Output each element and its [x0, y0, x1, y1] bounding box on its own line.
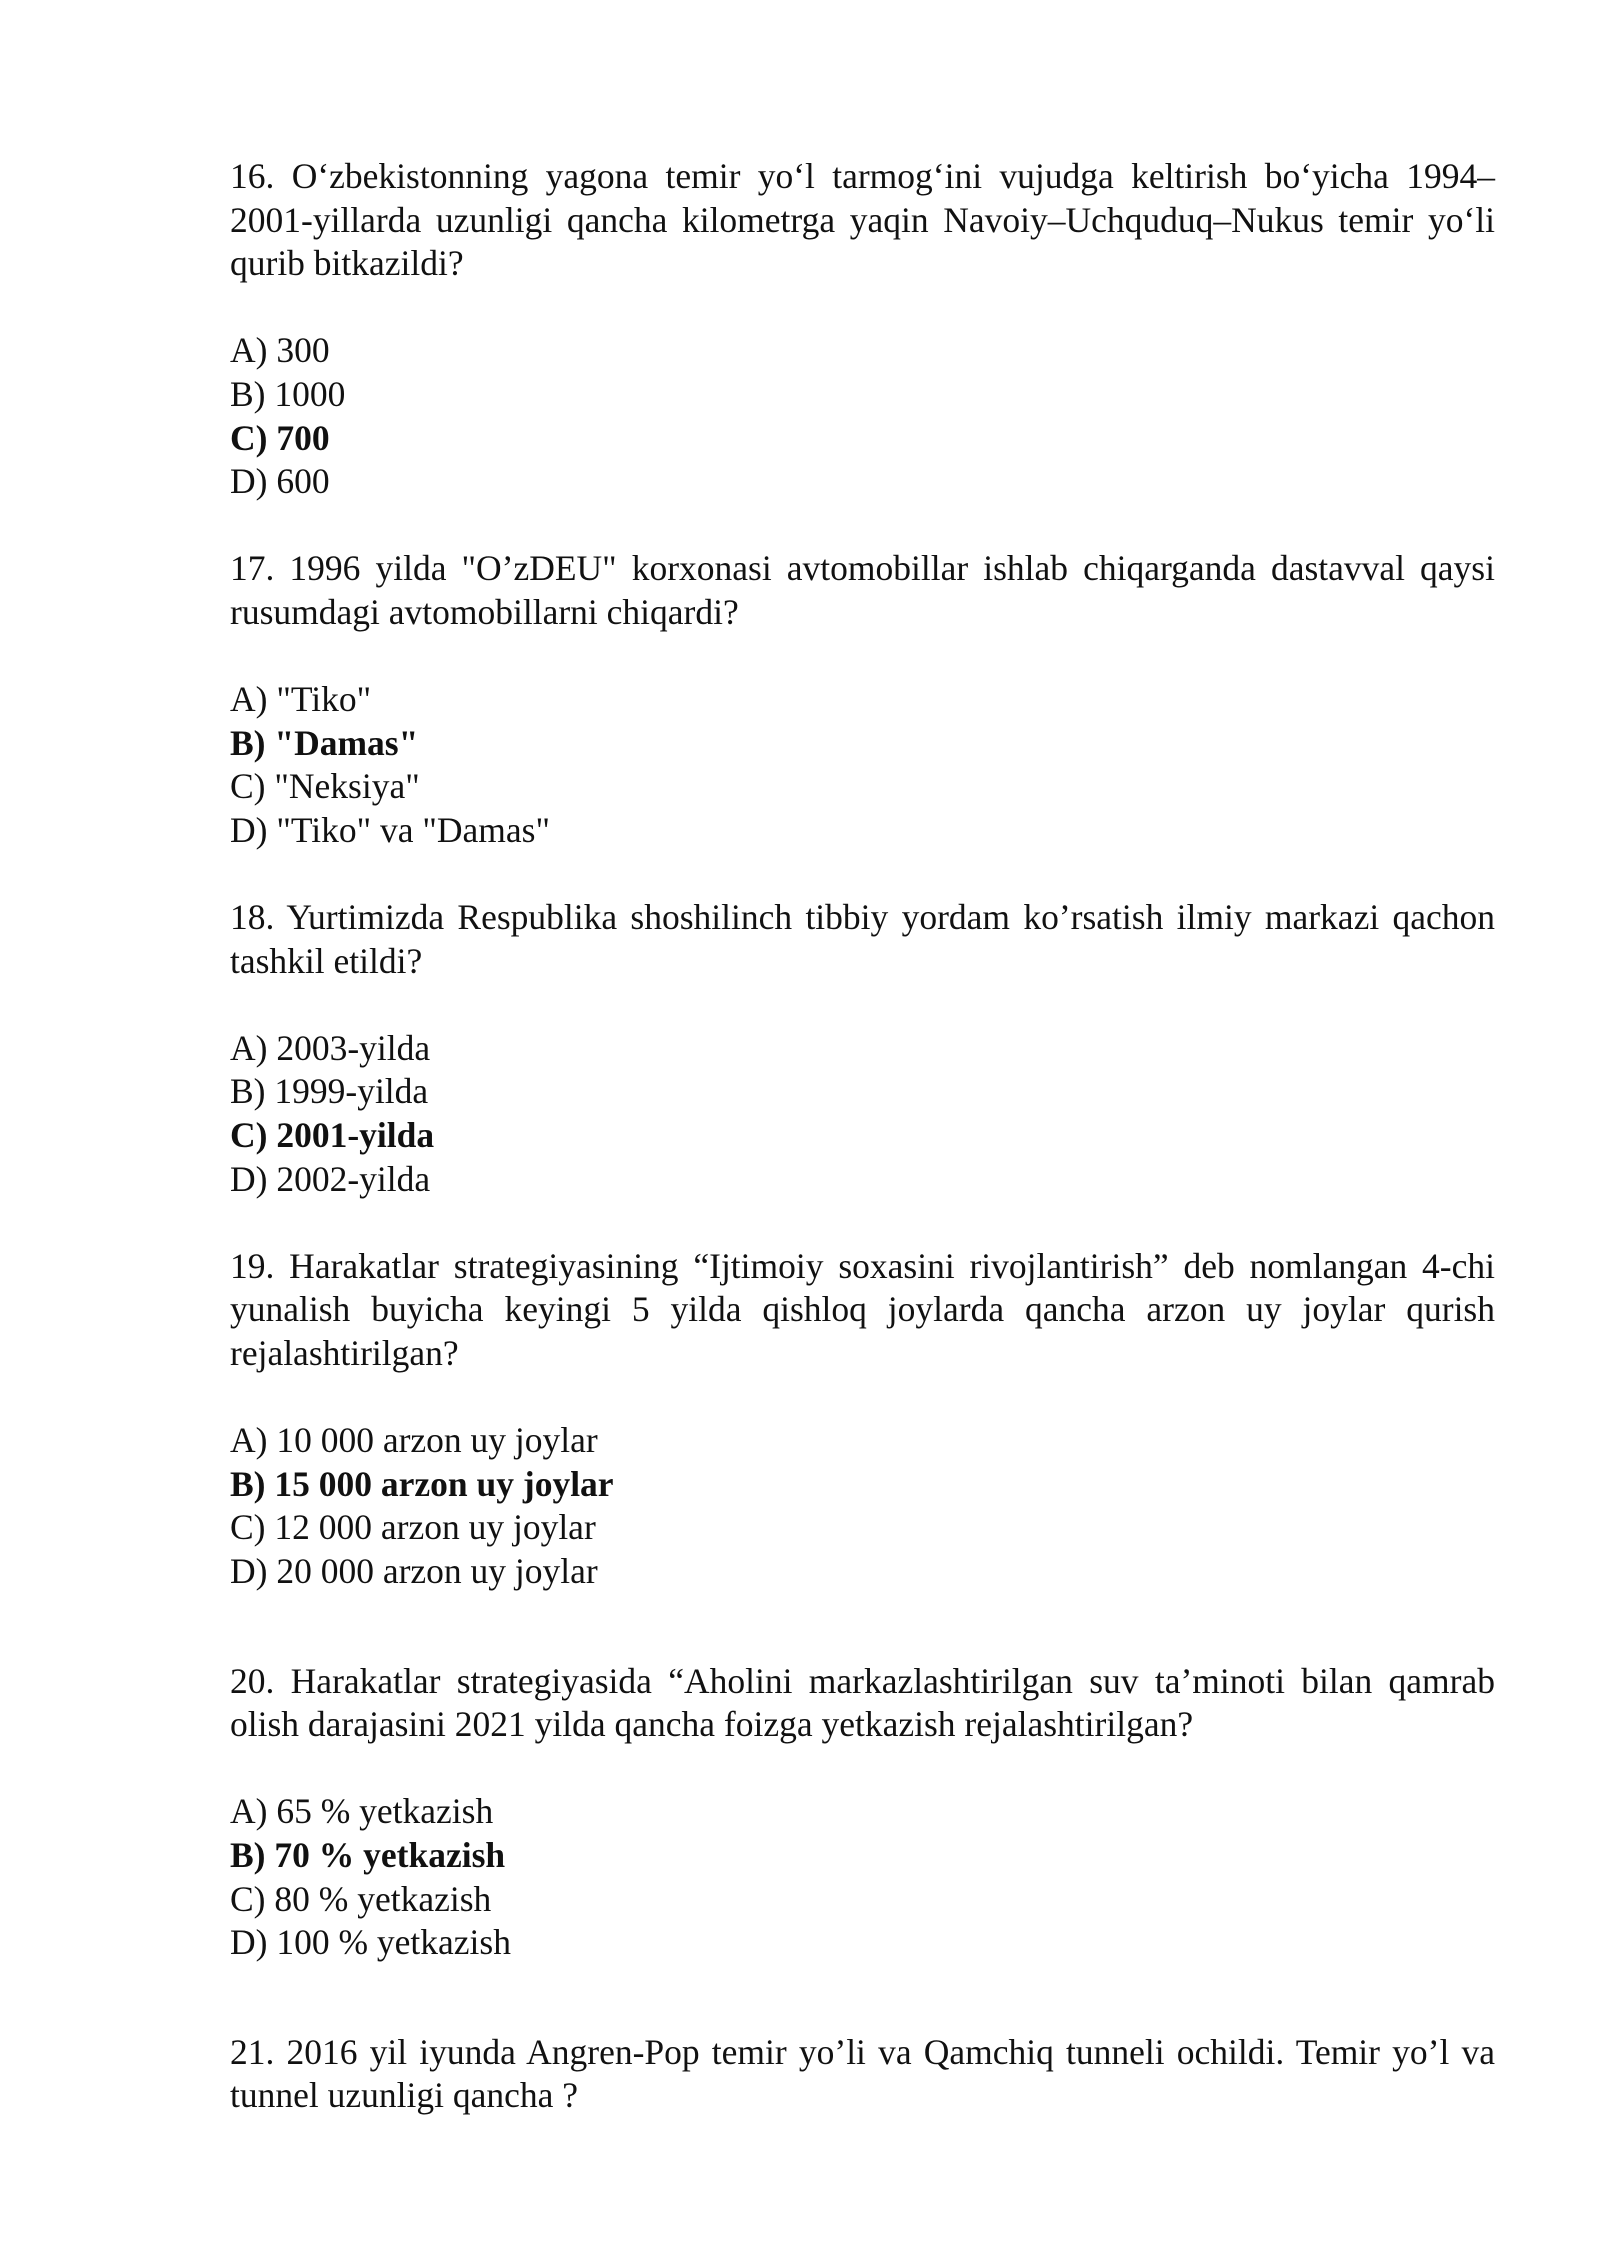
question-text: 21. 2016 yil iyunda Angren-Pop temir yo’li va Qamchiq tunneli ochildi. Temir yo’l va tunnel uzunligi qancha ? [230, 2031, 1495, 2116]
answer-options [230, 329, 1495, 503]
question-text: 16. O‘zbekistonning yagona temir yo‘l tarmog‘ini vujudga keltirish bo‘yicha 1994–2001-yillarda uzunligi qancha kilometrga yaqin Navoiy–Uchquduq–Nukus temir yo‘li qurib bitkazildi? [230, 156, 1495, 284]
option-b: B) 1000 [230, 373, 346, 414]
question-16 [230, 155, 1495, 504]
question-18 [230, 896, 1495, 1201]
question-20 [230, 1660, 1495, 1965]
question-text: 20. Harakatlar strategiyasida “Aholini markazlashtirilgan suv ta’minoti bilan qamrab olish darajasini 2021 yilda qancha foizga yetkazish rejalashtirilgan? [230, 1660, 1495, 1745]
option-d: D) "Tiko" va "Damas" [230, 809, 550, 850]
answer-options [230, 678, 1495, 852]
answer-options [230, 1790, 1495, 1964]
answer-options [230, 1027, 1495, 1201]
question-17 [230, 547, 1495, 852]
answer-options [230, 1419, 1495, 1593]
question-text: 17. 1996 yilda "O’zDEU" korxonasi avtomobillar ishlab chiqarganda dastavval qaysi rusumdagi avtomobillarni chiqardi? [230, 548, 1495, 632]
question-21 [230, 2031, 1495, 2118]
option-d: D) 100 % yetkazish [230, 1922, 511, 1963]
option-c: C) 80 % yetkazish [230, 1878, 492, 1919]
option-c-correct: C) 2001-yilda [230, 1115, 435, 1156]
option-c: C) 12 000 arzon uy joylar [230, 1507, 596, 1548]
option-d: D) 2002-yilda [230, 1158, 431, 1199]
option-a: A) "Tiko" [230, 679, 372, 720]
option-a: A) 65 % yetkazish [230, 1791, 494, 1832]
option-b-correct: B) 15 000 arzon uy joylar [230, 1463, 614, 1504]
option-c-correct: C) 700 [230, 417, 330, 458]
option-c: C) "Neksiya" [230, 766, 420, 807]
option-a: A) 300 [230, 330, 330, 371]
option-b-correct: B) 70 % yetkazish [230, 1834, 506, 1875]
option-b-correct: B) "Damas" [230, 722, 419, 763]
option-a: A) 10 000 arzon uy joylar [230, 1420, 598, 1461]
option-d: D) 600 [230, 461, 330, 502]
option-d: D) 20 000 arzon uy joylar [230, 1551, 598, 1591]
question-text: 18. Yurtimizda Respublika shoshilinch tibbiy yordam ko’rsatish ilmiy markazi qachon tashkil etildi? [230, 897, 1495, 981]
question-19 [230, 1245, 1495, 1594]
option-b: B) 1999-yilda [230, 1071, 429, 1112]
question-text: 19. Harakatlar strategiyasining “Ijtimoiy soxasini rivojlantirish” deb nomlangan 4-chi yunalish buyicha keyingi 5 yilda qishloq joylarda qancha arzon uy joylar qurish rejalashtirilgan? [230, 1245, 1495, 1374]
document-page [230, 155, 1495, 2118]
option-a: A) 2003-yilda [230, 1027, 431, 1068]
